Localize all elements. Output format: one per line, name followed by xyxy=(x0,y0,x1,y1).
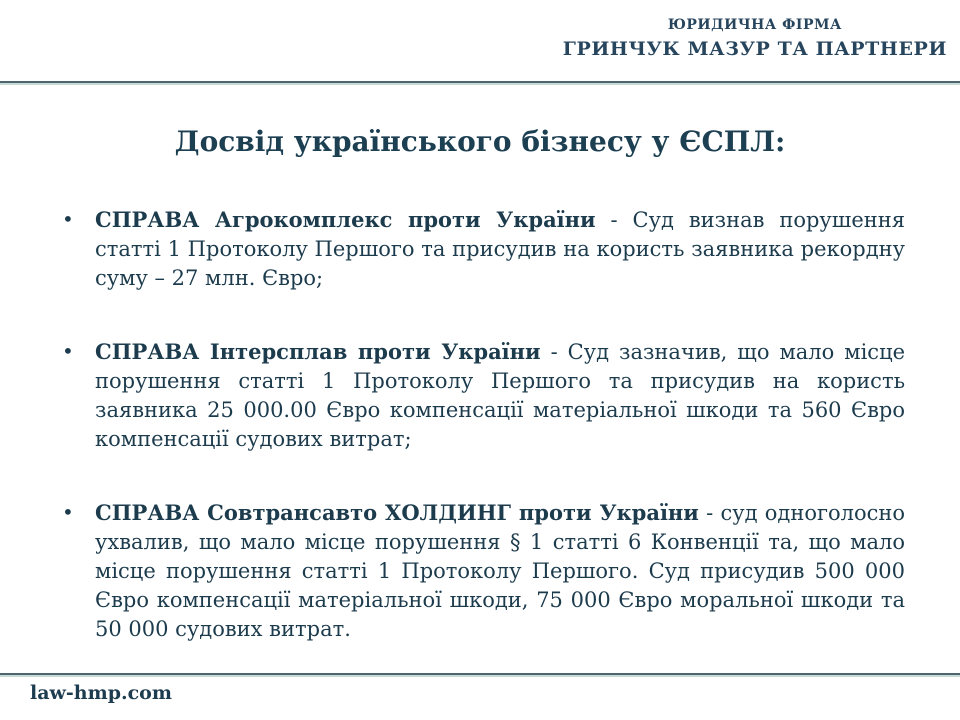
bullet-icon: • xyxy=(62,500,74,524)
header-divider xyxy=(0,81,960,83)
bullet-list xyxy=(62,205,905,688)
slide-title: Досвід українського бізнесу у ЄСПЛ: xyxy=(174,125,786,158)
website-link: law-hmp.com xyxy=(30,682,172,704)
case-paragraph xyxy=(95,498,905,644)
slide-header xyxy=(0,0,960,82)
case-paragraph xyxy=(95,337,905,454)
list-item xyxy=(62,205,905,293)
list-item xyxy=(62,337,905,454)
case-name: СПРАВА Агрокомплекс проти України xyxy=(95,207,596,232)
firm-logo-block xyxy=(563,14,947,62)
case-description: - суд одноголосно ухвалив, що мало місце порушення § 1 статті 6 Конвенції та, що мало місце порушення статті 1 Протоколу Першого. Суд присудив 500 000 Євро компенсації матеріальної шкоди, 75 000 Євро моральної шкоди та 50 000 судових витрат. xyxy=(95,501,905,641)
firm-name-label: ГРИНЧУК МАЗУР ТА ПАРТНЕРИ xyxy=(562,38,947,60)
case-description: - Суд зазначив, що мало місце порушення статті 1 Протоколу Першого та присудив на користь заявника 25 000.00 Євро компенсації матеріальної шкоди та 560 Євро компенсації судових витрат; xyxy=(95,340,905,451)
case-paragraph xyxy=(95,205,905,293)
case-name: СПРАВА Совтрансавто ХОЛДИНГ проти України xyxy=(95,500,699,525)
case-description: - Суд визнав порушення статті 1 Протоколу Першого та присудив на користь заявника рекордну суму – 27 млн. Євро; xyxy=(95,208,905,290)
firm-type-label: ЮРИДИЧНА ФІРМА xyxy=(667,17,842,33)
bullet-icon: • xyxy=(62,339,74,363)
footer-divider xyxy=(0,673,960,675)
bullet-icon: • xyxy=(62,207,74,231)
case-name: СПРАВА Інтерсплав проти України xyxy=(95,339,541,364)
list-item xyxy=(62,498,905,644)
